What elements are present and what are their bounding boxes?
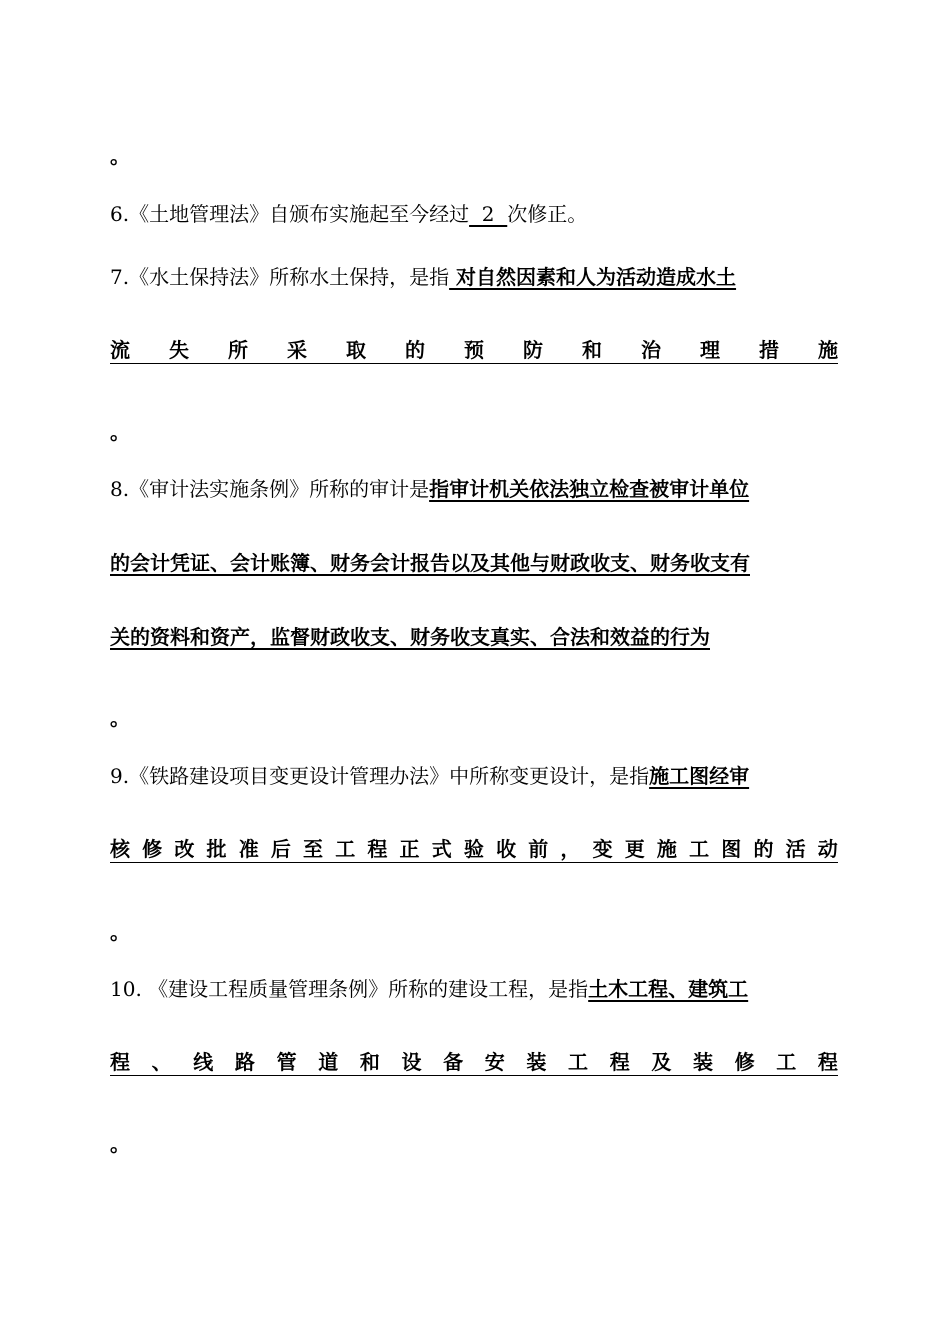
q10-answer-char: 修: [734, 1050, 755, 1074]
period-mark: 。: [110, 1132, 130, 1156]
q9-answer-char: 程: [367, 837, 388, 861]
question-6-text: 6.《土地管理法》自颁布实施起至今经过: [110, 202, 470, 226]
q9-answer-char: 活: [785, 837, 806, 861]
q9-answer-char: 前: [528, 837, 549, 861]
q10-answer-char: 工: [568, 1050, 589, 1074]
question-8-answer-line2: 的会计凭证、会计账簿、财务会计报告以及其他与财政收支、财务收支有: [110, 551, 750, 575]
q10-answer-char: 程: [609, 1050, 630, 1074]
q10-answer-char: 程: [817, 1050, 838, 1074]
q10-answer-char: 路: [234, 1050, 255, 1074]
q7-answer-char: 治: [641, 338, 661, 362]
question-10-answer-line2: [110, 1049, 838, 1076]
question-7-text: 7.《水土保持法》所称水土保持，是指: [110, 265, 450, 289]
q9-answer-char: 动: [817, 837, 838, 861]
q9-answer-char: 工: [335, 837, 356, 861]
question-6: [110, 200, 838, 228]
q9-answer-char: 改: [174, 837, 195, 861]
q9-answer-char: 收: [496, 837, 517, 861]
question-7: [110, 263, 838, 291]
q10-answer-char: 装: [526, 1050, 547, 1074]
q9-answer-char: 变: [592, 837, 613, 861]
q7-answer-char: 取: [346, 338, 366, 362]
q7-answer-char: 所: [228, 338, 248, 362]
question-10: [110, 975, 838, 1003]
q10-answer-char: 程: [110, 1050, 130, 1074]
q10-answer-char: 工: [776, 1050, 797, 1074]
q10-answer-char: 道: [318, 1050, 339, 1074]
question-8: [110, 475, 838, 503]
q10-answer-char: 安: [484, 1050, 505, 1074]
question-7-answer-line1: 对自然因素和人为活动造成水土: [449, 265, 737, 289]
period-mark: 。: [110, 420, 130, 444]
question-10-text: 10. 《建设工程质量管理条例》所称的建设工程，是指: [110, 977, 589, 1001]
q7-answer-char: 防: [523, 338, 543, 362]
q9-answer-char: 验: [463, 837, 484, 861]
question-9-answer-line1: 施工图经审: [649, 764, 750, 788]
q10-answer-char: 装: [692, 1050, 713, 1074]
q7-answer-char: 理: [700, 338, 720, 362]
q7-answer-char: 的: [405, 338, 425, 362]
period-mark: 。: [110, 706, 130, 730]
q10-answer-char: 和: [359, 1050, 380, 1074]
q9-answer-char: ，: [560, 837, 581, 861]
q7-answer-char: 失: [169, 338, 189, 362]
q9-answer-char: 施: [656, 837, 677, 861]
q7-answer-char: 预: [464, 338, 484, 362]
question-8-text: 8.《审计法实施条例》所称的审计是: [110, 477, 430, 501]
q10-answer-char: 设: [401, 1050, 422, 1074]
question-8-answer-line1: 指审计机关依法独立检查被审计单位: [429, 477, 750, 501]
q9-answer-char: 后: [270, 837, 291, 861]
question-7-answer-line2: [110, 337, 838, 364]
q9-answer-char: 批: [206, 837, 227, 861]
q9-answer-char: 式: [431, 837, 452, 861]
q7-answer-char: 流: [110, 338, 130, 362]
q9-answer-char: 修: [142, 837, 163, 861]
question-8-answer-line3: 关的资料和资产，监督财政收支、财务收支真实、合法和效益的行为: [110, 625, 710, 649]
q7-answer-char: 施: [818, 338, 838, 362]
q9-answer-char: 图: [721, 837, 742, 861]
q10-answer-char: 线: [193, 1050, 214, 1074]
question-8-line2: [110, 549, 838, 577]
question-10-answer-line1: 土木工程、建筑工: [588, 977, 749, 1001]
q9-answer-char: 更: [624, 837, 645, 861]
q10-answer-char: 管: [276, 1050, 297, 1074]
q9-answer-char: 工: [689, 837, 710, 861]
question-9-text: 9.《铁路建设项目变更设计管理办法》中所称变更设计，是指: [110, 764, 650, 788]
q7-answer-char: 和: [582, 338, 602, 362]
q7-answer-char: 措: [759, 338, 779, 362]
period-mark: 。: [110, 144, 130, 168]
period-mark: 。: [110, 920, 130, 944]
q9-answer-char: 准: [238, 837, 259, 861]
q9-answer-char: 的: [753, 837, 774, 861]
question-8-line3: [110, 623, 838, 651]
q10-answer-char: 备: [443, 1050, 464, 1074]
q9-answer-char: 正: [399, 837, 420, 861]
question-9: [110, 762, 838, 790]
q7-answer-char: 采: [287, 338, 307, 362]
q10-answer-char: 、: [151, 1050, 172, 1074]
question-9-answer-line2: [110, 836, 838, 863]
q9-answer-char: 至: [303, 837, 324, 861]
q10-answer-char: 及: [651, 1050, 672, 1074]
question-6-suffix: 次修正。: [507, 202, 588, 226]
question-6-answer: 2: [469, 202, 508, 226]
q9-answer-char: 核: [110, 837, 130, 861]
